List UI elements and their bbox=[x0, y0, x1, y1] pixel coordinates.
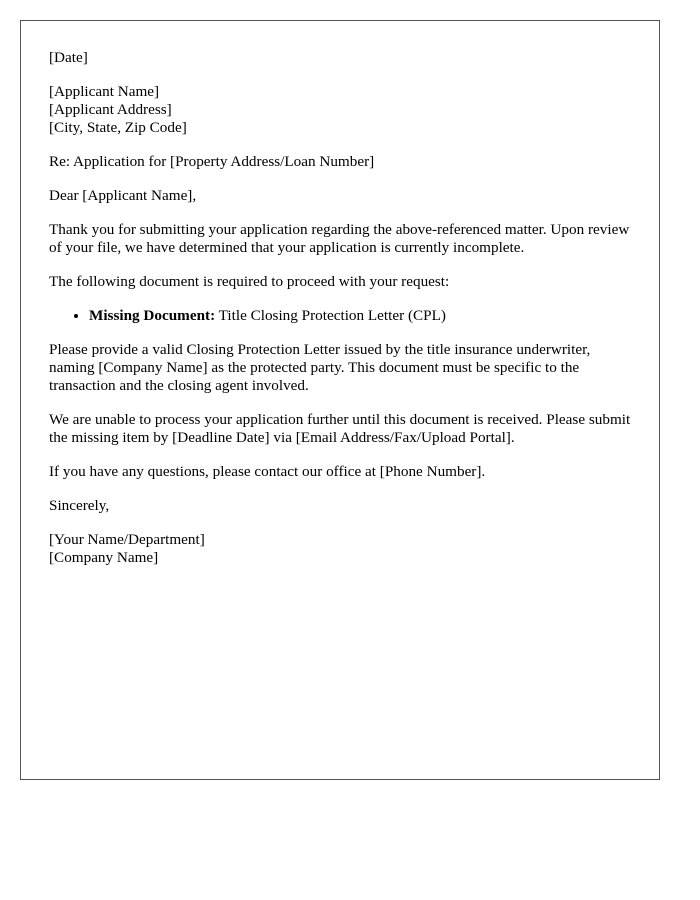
requirement-paragraph: The following document is required to proceed with your request: bbox=[49, 273, 450, 290]
letter-page bbox=[20, 20, 660, 780]
recipient-city-state-zip: [City, State, Zip Code] bbox=[49, 119, 187, 136]
missing-items-list bbox=[49, 307, 631, 325]
recipient-address-block bbox=[49, 83, 631, 137]
instructions-paragraph: Please provide a valid Closing Protection Letter issued by the title insurance underwriter, naming [Company Name] as the protected party. This document must be specific to the transaction and the closing agent involved. bbox=[49, 341, 591, 394]
signature-block bbox=[49, 531, 631, 567]
missing-item-value: Title Closing Protection Letter (CPL) bbox=[218, 307, 446, 324]
closing: Sincerely, bbox=[49, 497, 110, 514]
list-item bbox=[89, 307, 631, 325]
contact-paragraph: If you have any questions, please contact our office at [Phone Number]. bbox=[49, 463, 486, 480]
deadline-paragraph: We are unable to process your application further until this document is received. Please submit the missing item by [Deadline Date] via [Email Address/Fax/Upload Portal]. bbox=[49, 411, 631, 446]
intro-paragraph: Thank you for submitting your application regarding the above-referenced matter. Upon review of your file, we have determined that your application is currently incomplete. bbox=[49, 221, 630, 256]
signature-name-department: [Your Name/Department] bbox=[49, 531, 205, 548]
signature-company: [Company Name] bbox=[49, 549, 159, 566]
recipient-address: [Applicant Address] bbox=[49, 101, 172, 118]
letter-date: [Date] bbox=[49, 49, 88, 66]
salutation: Dear [Applicant Name], bbox=[49, 187, 197, 204]
recipient-name: [Applicant Name] bbox=[49, 83, 160, 100]
missing-item-label: Missing Document: bbox=[89, 307, 216, 324]
subject-line: Re: Application for [Property Address/Loan Number] bbox=[49, 153, 375, 170]
